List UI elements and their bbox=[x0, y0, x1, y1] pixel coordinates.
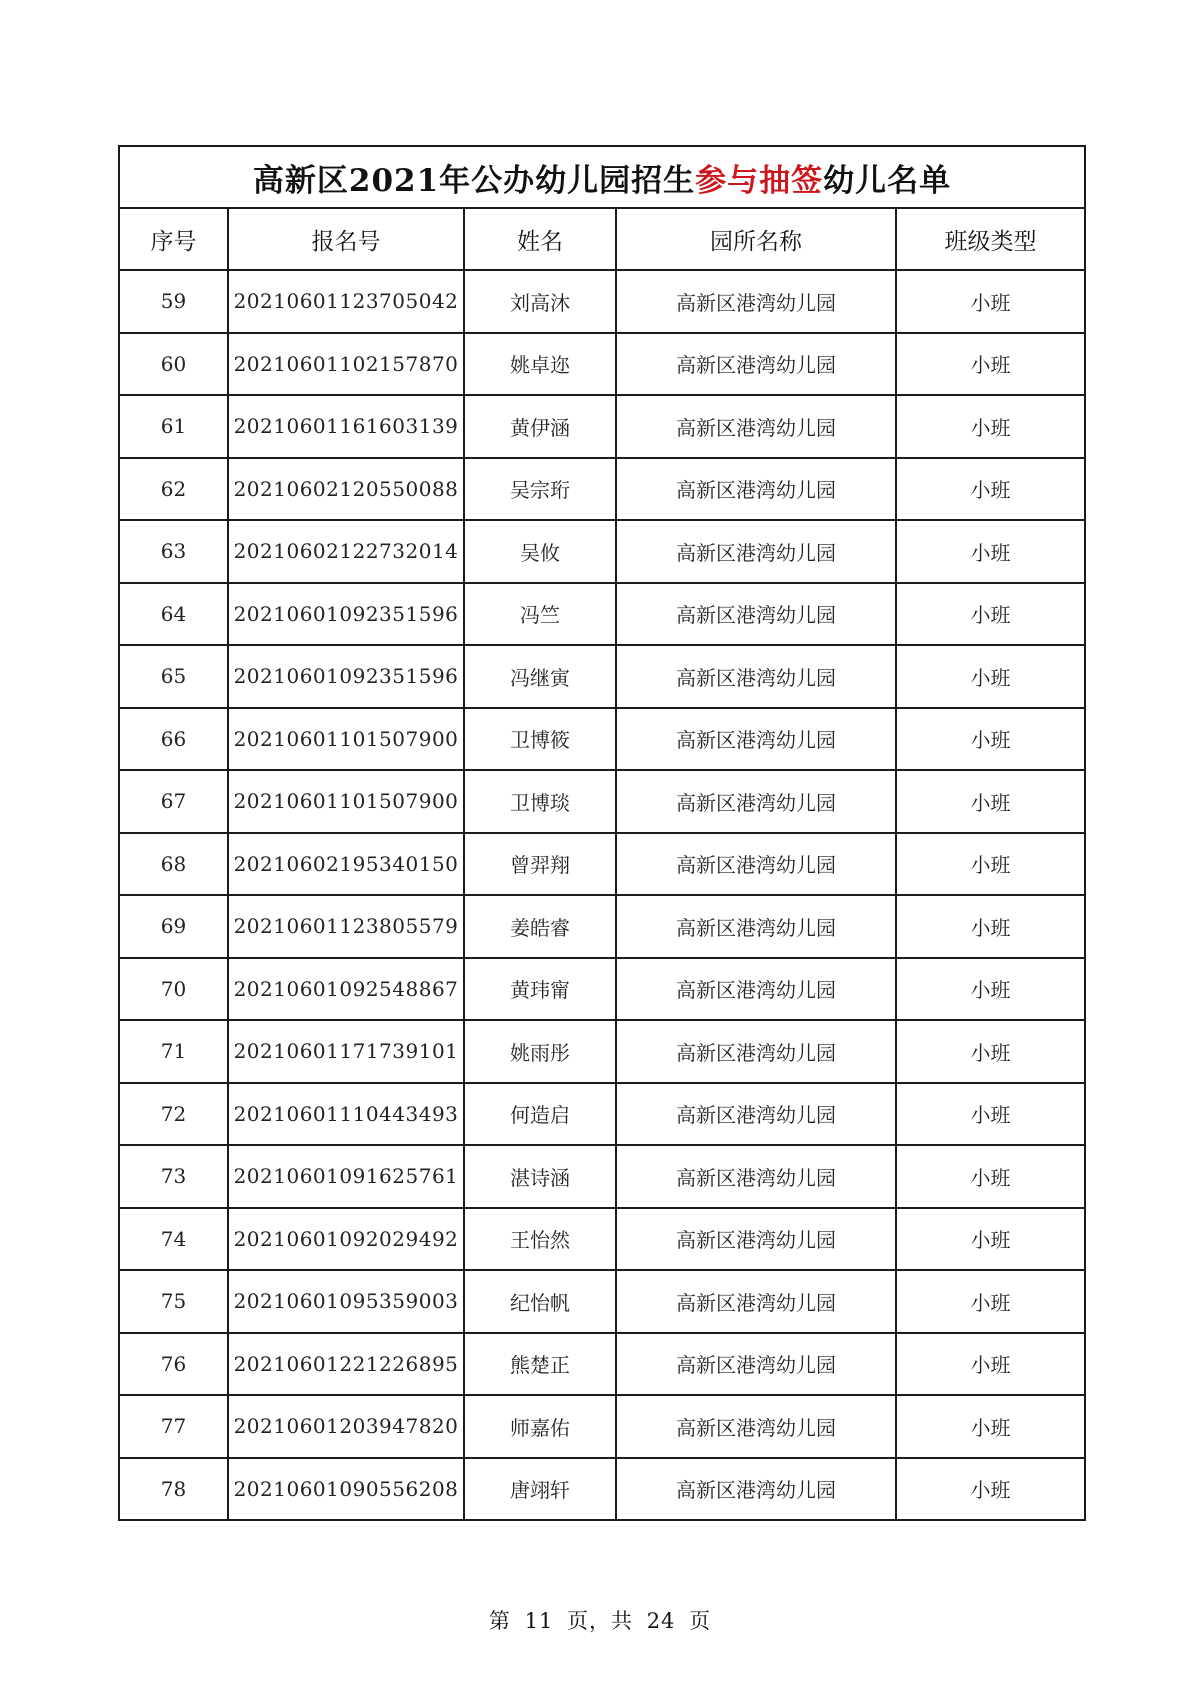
cell-class-type: 小班 bbox=[896, 1020, 1085, 1083]
table-row bbox=[119, 1395, 1085, 1458]
cell-serial: 78 bbox=[119, 1458, 228, 1521]
cell-serial: 62 bbox=[119, 458, 228, 521]
table-row bbox=[119, 333, 1085, 396]
cell-school-name: 高新区港湾幼儿园 bbox=[616, 1395, 896, 1458]
cell-class-type: 小班 bbox=[896, 1270, 1085, 1333]
cell-registration-number: 20210602122732014 bbox=[228, 520, 464, 583]
cell-name: 湛诗涵 bbox=[464, 1145, 616, 1208]
cell-registration-number: 20210602195340150 bbox=[228, 833, 464, 896]
cell-registration-number: 20210602120550088 bbox=[228, 458, 464, 521]
cell-school-name: 高新区港湾幼儿园 bbox=[616, 520, 896, 583]
cell-class-type: 小班 bbox=[896, 395, 1085, 458]
cell-school-name: 高新区港湾幼儿园 bbox=[616, 583, 896, 646]
cell-serial: 69 bbox=[119, 895, 228, 958]
cell-serial: 59 bbox=[119, 270, 228, 333]
cell-registration-number: 20210601095359003 bbox=[228, 1270, 464, 1333]
header-row bbox=[119, 208, 1085, 270]
cell-registration-number: 20210601203947820 bbox=[228, 1395, 464, 1458]
table-row bbox=[119, 708, 1085, 771]
table-row bbox=[119, 1020, 1085, 1083]
table-title bbox=[119, 146, 1085, 208]
cell-school-name: 高新区港湾幼儿园 bbox=[616, 1083, 896, 1146]
cell-registration-number: 20210601110443493 bbox=[228, 1083, 464, 1146]
cell-registration-number: 20210601092351596 bbox=[228, 583, 464, 646]
table-row bbox=[119, 1083, 1085, 1146]
table-body bbox=[119, 270, 1085, 1520]
title-part-highlight: 参与抽签 bbox=[695, 162, 824, 199]
cell-name: 吴攸 bbox=[464, 520, 616, 583]
cell-registration-number: 20210601101507900 bbox=[228, 708, 464, 771]
cell-name: 王怡然 bbox=[464, 1208, 616, 1271]
header-school-name: 园所名称 bbox=[616, 208, 896, 270]
cell-serial: 66 bbox=[119, 708, 228, 771]
cell-class-type: 小班 bbox=[896, 1395, 1085, 1458]
table-row bbox=[119, 1270, 1085, 1333]
cell-name: 何造启 bbox=[464, 1083, 616, 1146]
cell-class-type: 小班 bbox=[896, 583, 1085, 646]
cell-registration-number: 20210601123705042 bbox=[228, 270, 464, 333]
cell-school-name: 高新区港湾幼儿园 bbox=[616, 770, 896, 833]
cell-class-type: 小班 bbox=[896, 1333, 1085, 1396]
cell-name: 卫博筱 bbox=[464, 708, 616, 771]
table-row bbox=[119, 958, 1085, 1021]
table-row bbox=[119, 1333, 1085, 1396]
cell-registration-number: 20210601101507900 bbox=[228, 770, 464, 833]
cell-class-type: 小班 bbox=[896, 1145, 1085, 1208]
header-registration-number: 报名号 bbox=[228, 208, 464, 270]
cell-class-type: 小班 bbox=[896, 958, 1085, 1021]
cell-class-type: 小班 bbox=[896, 833, 1085, 896]
cell-serial: 70 bbox=[119, 958, 228, 1021]
cell-school-name: 高新区港湾幼儿园 bbox=[616, 395, 896, 458]
cell-serial: 67 bbox=[119, 770, 228, 833]
cell-serial: 76 bbox=[119, 1333, 228, 1396]
cell-registration-number: 20210601161603139 bbox=[228, 395, 464, 458]
cell-name: 冯竺 bbox=[464, 583, 616, 646]
footer-total-pages: 24 bbox=[646, 1609, 676, 1633]
title-part-1: 高新区2021年公办幼儿园招生 bbox=[252, 162, 696, 199]
page-footer bbox=[0, 1605, 1200, 1635]
cell-name: 师嘉佑 bbox=[464, 1395, 616, 1458]
header-serial: 序号 bbox=[119, 208, 228, 270]
cell-class-type: 小班 bbox=[896, 895, 1085, 958]
cell-registration-number: 20210601221226895 bbox=[228, 1333, 464, 1396]
cell-serial: 63 bbox=[119, 520, 228, 583]
cell-class-type: 小班 bbox=[896, 1458, 1085, 1521]
table-row bbox=[119, 770, 1085, 833]
cell-name: 姚卓迩 bbox=[464, 333, 616, 396]
cell-name: 姜皓睿 bbox=[464, 895, 616, 958]
table-row bbox=[119, 270, 1085, 333]
cell-school-name: 高新区港湾幼儿园 bbox=[616, 708, 896, 771]
cell-school-name: 高新区港湾幼儿园 bbox=[616, 1458, 896, 1521]
cell-class-type: 小班 bbox=[896, 520, 1085, 583]
cell-class-type: 小班 bbox=[896, 333, 1085, 396]
enrollment-table bbox=[118, 145, 1086, 1521]
cell-registration-number: 20210601092351596 bbox=[228, 645, 464, 708]
table-row bbox=[119, 895, 1085, 958]
cell-serial: 73 bbox=[119, 1145, 228, 1208]
cell-school-name: 高新区港湾幼儿园 bbox=[616, 895, 896, 958]
cell-serial: 75 bbox=[119, 1270, 228, 1333]
table-row bbox=[119, 645, 1085, 708]
cell-name: 吴宗珩 bbox=[464, 458, 616, 521]
table-row bbox=[119, 458, 1085, 521]
cell-class-type: 小班 bbox=[896, 770, 1085, 833]
cell-registration-number: 20210601123805579 bbox=[228, 895, 464, 958]
header-class-type: 班级类型 bbox=[896, 208, 1085, 270]
cell-serial: 64 bbox=[119, 583, 228, 646]
cell-school-name: 高新区港湾幼儿园 bbox=[616, 1020, 896, 1083]
cell-class-type: 小班 bbox=[896, 270, 1085, 333]
cell-name: 卫博琰 bbox=[464, 770, 616, 833]
cell-school-name: 高新区港湾幼儿园 bbox=[616, 270, 896, 333]
cell-school-name: 高新区港湾幼儿园 bbox=[616, 333, 896, 396]
cell-name: 唐翊轩 bbox=[464, 1458, 616, 1521]
cell-serial: 77 bbox=[119, 1395, 228, 1458]
table-row bbox=[119, 520, 1085, 583]
table-row bbox=[119, 583, 1085, 646]
cell-class-type: 小班 bbox=[896, 645, 1085, 708]
table-row bbox=[119, 1458, 1085, 1521]
cell-registration-number: 20210601090556208 bbox=[228, 1458, 464, 1521]
cell-name: 刘高沐 bbox=[464, 270, 616, 333]
cell-class-type: 小班 bbox=[896, 708, 1085, 771]
cell-school-name: 高新区港湾幼儿园 bbox=[616, 1333, 896, 1396]
cell-name: 姚雨彤 bbox=[464, 1020, 616, 1083]
cell-class-type: 小班 bbox=[896, 1208, 1085, 1271]
table-row bbox=[119, 1145, 1085, 1208]
cell-class-type: 小班 bbox=[896, 458, 1085, 521]
cell-name: 纪怡帆 bbox=[464, 1270, 616, 1333]
cell-serial: 74 bbox=[119, 1208, 228, 1271]
header-name: 姓名 bbox=[464, 208, 616, 270]
cell-name: 冯继寅 bbox=[464, 645, 616, 708]
cell-serial: 60 bbox=[119, 333, 228, 396]
cell-name: 熊楚正 bbox=[464, 1333, 616, 1396]
table-row bbox=[119, 395, 1085, 458]
cell-school-name: 高新区港湾幼儿园 bbox=[616, 458, 896, 521]
cell-class-type: 小班 bbox=[896, 1083, 1085, 1146]
footer-mid: 页，共 bbox=[567, 1609, 633, 1633]
cell-serial: 68 bbox=[119, 833, 228, 896]
footer-page-number: 11 bbox=[524, 1609, 554, 1633]
footer-suffix: 页 bbox=[689, 1609, 712, 1633]
cell-registration-number: 20210601092548867 bbox=[228, 958, 464, 1021]
cell-registration-number: 20210601091625761 bbox=[228, 1145, 464, 1208]
table-row bbox=[119, 833, 1085, 896]
cell-school-name: 高新区港湾幼儿园 bbox=[616, 833, 896, 896]
cell-school-name: 高新区港湾幼儿园 bbox=[616, 645, 896, 708]
cell-name: 黄伊涵 bbox=[464, 395, 616, 458]
cell-serial: 72 bbox=[119, 1083, 228, 1146]
cell-serial: 65 bbox=[119, 645, 228, 708]
cell-serial: 71 bbox=[119, 1020, 228, 1083]
cell-name: 黄玮甯 bbox=[464, 958, 616, 1021]
footer-prefix: 第 bbox=[488, 1609, 511, 1633]
cell-school-name: 高新区港湾幼儿园 bbox=[616, 1270, 896, 1333]
title-part-3: 幼儿名单 bbox=[823, 162, 952, 199]
cell-registration-number: 20210601171739101 bbox=[228, 1020, 464, 1083]
cell-registration-number: 20210601102157870 bbox=[228, 333, 464, 396]
cell-serial: 61 bbox=[119, 395, 228, 458]
table-row bbox=[119, 1208, 1085, 1271]
cell-school-name: 高新区港湾幼儿园 bbox=[616, 1208, 896, 1271]
cell-school-name: 高新区港湾幼儿园 bbox=[616, 958, 896, 1021]
cell-school-name: 高新区港湾幼儿园 bbox=[616, 1145, 896, 1208]
cell-name: 曾羿翔 bbox=[464, 833, 616, 896]
cell-registration-number: 20210601092029492 bbox=[228, 1208, 464, 1271]
